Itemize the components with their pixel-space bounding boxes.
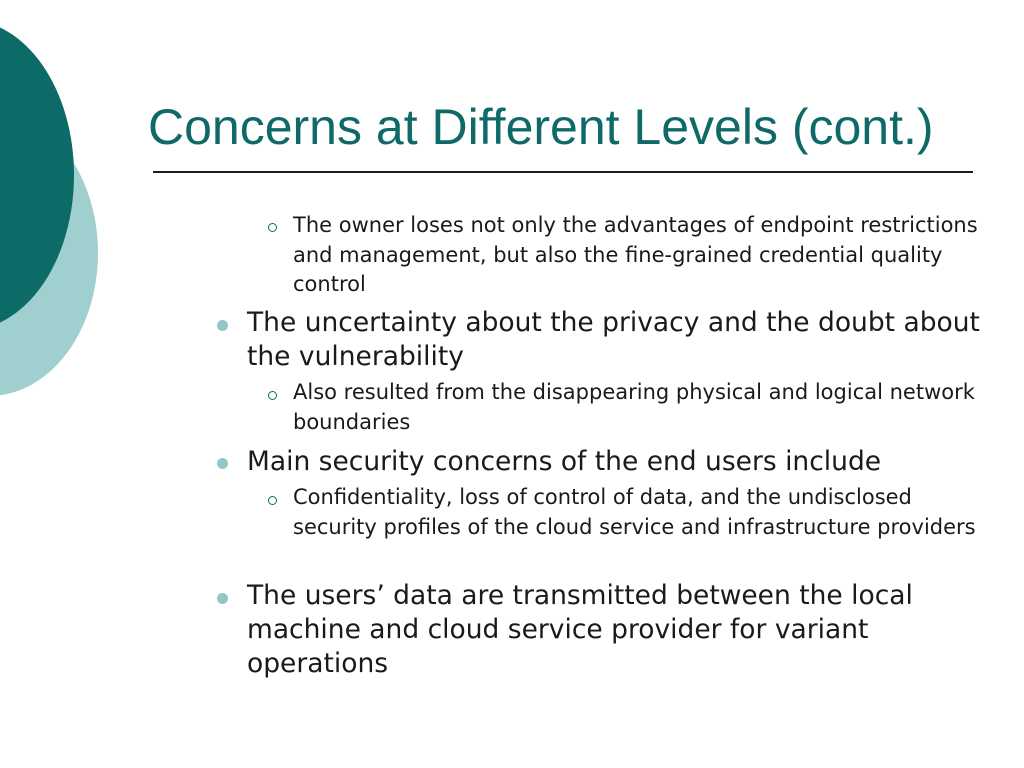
hollow-circle-bullet-icon: [268, 223, 277, 232]
filled-circle-bullet-icon: [217, 320, 228, 331]
slide-title: Concerns at Different Levels (cont.): [148, 99, 934, 155]
bullet-item-level2: Confidentiality, loss of control of data, and the undisclosed security profiles of the cloud service and infrastructure providers: [293, 485, 976, 539]
hollow-circle-bullet-icon: [268, 391, 277, 400]
bullet-item-level1: The users’ data are transmitted between the local machine and cloud service provider for variant operations: [247, 580, 913, 679]
filled-circle-bullet-icon: [217, 593, 228, 604]
bullet-item-level1: The uncertainty about the privacy and the doubt about the vulnerability: [247, 307, 980, 372]
bullet-item-level2: The owner loses not only the advantages of endpoint restrictions and management, but also the fine-grained credential quality control: [293, 213, 978, 296]
bullet-item-level2: Also resulted from the disappearing physical and logical network boundaries: [293, 380, 975, 434]
filled-circle-bullet-icon: [217, 458, 228, 469]
hollow-circle-bullet-icon: [268, 496, 277, 505]
bullet-item-level1: Main security concerns of the end users include: [247, 446, 882, 477]
title-divider: [153, 171, 973, 173]
